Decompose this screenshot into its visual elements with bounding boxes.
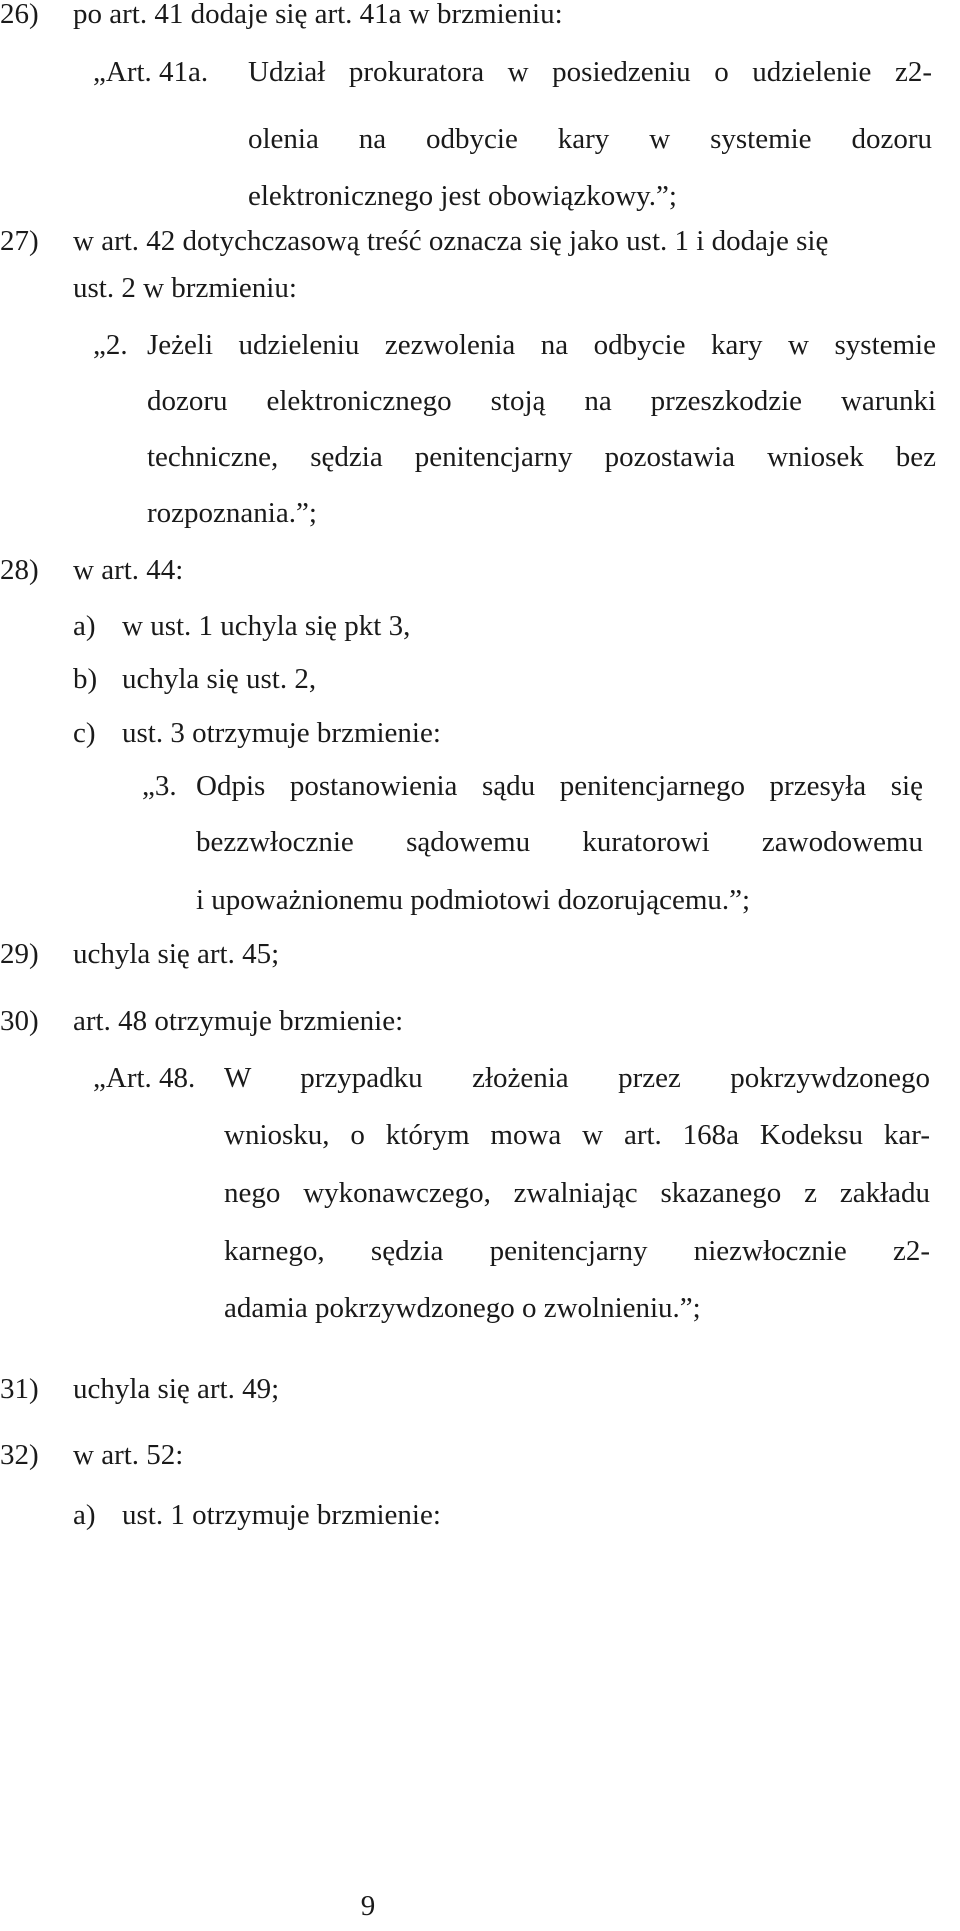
quote-label: „3. <box>142 770 177 802</box>
item-text: w art. 42 dotychczasową treść oznacza się jako ust. 1 i dodaje się <box>73 225 829 257</box>
quote-line: elektronicznego jest obowiązkowy.”; <box>248 180 677 212</box>
quote-line: Jeżeli udzieleniu zezwolenia na odbycie kary w systemie <box>147 329 936 361</box>
sub-item-letter: a) <box>73 610 96 642</box>
sub-item-text: uchyla się ust. 2, <box>122 663 317 695</box>
quote-line: Odpis postanowienia sądu penitencjarnego przesyła się <box>196 770 923 802</box>
item-number: 28) <box>0 554 39 586</box>
quote-line: techniczne, sędzia penitencjarny pozostawia wniosek bez <box>147 441 936 473</box>
item-number: 30) <box>0 1005 39 1037</box>
item-number: 32) <box>0 1439 39 1471</box>
quote-line: bezzwłocznie sądowemu kuratorowi zawodowemu <box>196 826 923 858</box>
quote-label: „Art. 41a. <box>93 56 209 88</box>
quote-line: rozpoznania.”; <box>147 497 317 529</box>
quote-line: karnego, sędzia penitencjarny niezwłocznie z2- <box>224 1235 930 1267</box>
quote-line: nego wykonawczego, zwalniając skazanego z zakładu <box>224 1177 930 1209</box>
quote-line: Udział prokuratora w posiedzeniu o udzielenie z2- <box>248 56 932 88</box>
sub-item-text: w ust. 1 uchyla się pkt 3, <box>122 610 411 642</box>
item-text: po art. 41 dodaje się art. 41a w brzmieniu: <box>73 0 563 30</box>
item-text-continuation: ust. 2 w brzmieniu: <box>73 272 297 304</box>
quote-label: „Art. 48. <box>93 1062 196 1094</box>
quote-line: adamia pokrzywdzonego o zwolnieniu.”; <box>224 1292 701 1324</box>
page-number: 9 <box>360 1890 376 1922</box>
quote-line: dozoru elektronicznego stoją na przeszkodzie warunki <box>147 385 936 417</box>
quote-line: wniosku, o którym mowa w art. 168a Kodeksu kar- <box>224 1119 930 1151</box>
quote-line: olenia na odbycie kary w systemie dozoru <box>248 123 932 155</box>
item-number: 26) <box>0 0 39 30</box>
item-text: w art. 52: <box>73 1439 184 1471</box>
sub-item-letter: a) <box>73 1499 96 1531</box>
sub-item-text: ust. 3 otrzymuje brzmienie: <box>122 717 441 749</box>
item-text: uchyla się art. 49; <box>73 1373 280 1405</box>
quote-line: i upoważnionemu podmiotowi dozorującemu.”; <box>196 884 751 916</box>
quote-label: „2. <box>93 329 128 361</box>
quote-line: W przypadku złożenia przez pokrzywdzonego <box>224 1062 930 1094</box>
item-text: art. 48 otrzymuje brzmienie: <box>73 1005 404 1037</box>
sub-item-text: ust. 1 otrzymuje brzmienie: <box>122 1499 441 1531</box>
sub-item-letter: c) <box>73 717 96 749</box>
item-number: 31) <box>0 1373 39 1405</box>
item-text: w art. 44: <box>73 554 184 586</box>
sub-item-letter: b) <box>73 663 98 695</box>
item-text: uchyla się art. 45; <box>73 938 280 970</box>
item-number: 29) <box>0 938 39 970</box>
item-number: 27) <box>0 225 39 257</box>
